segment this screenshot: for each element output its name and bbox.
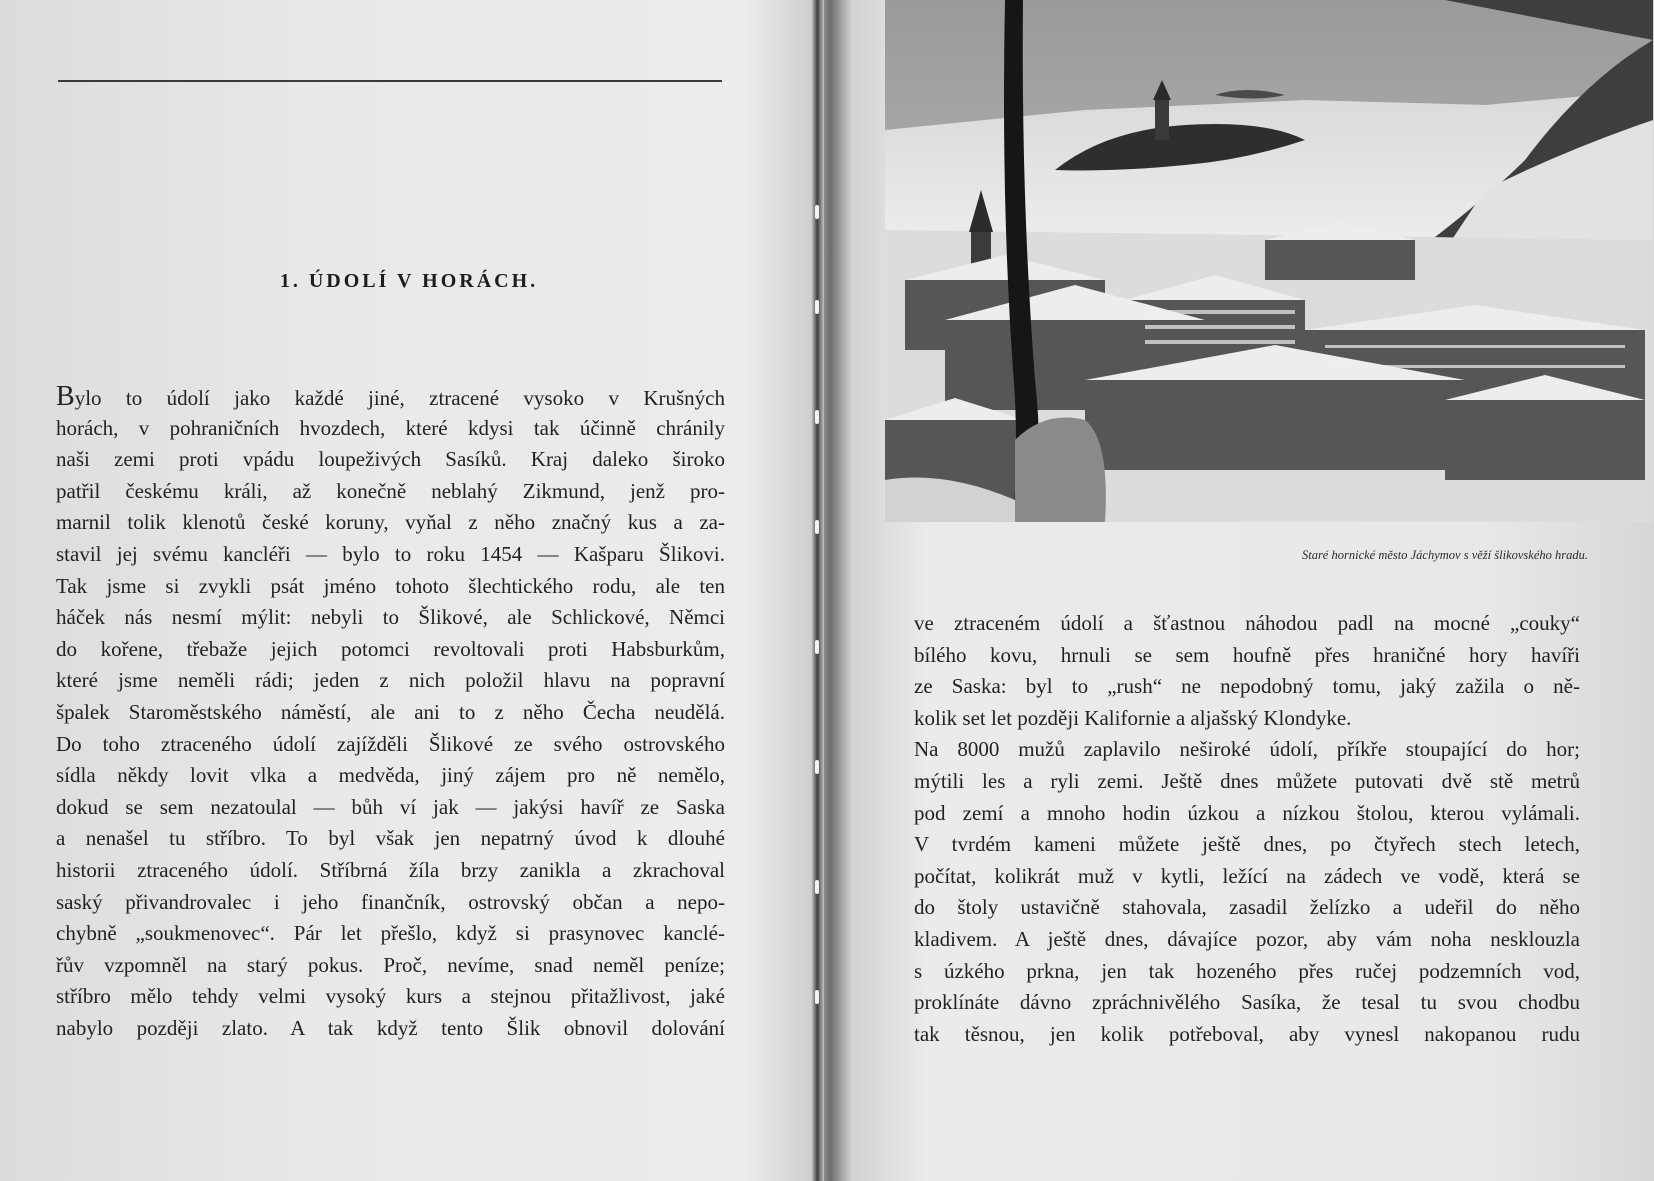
text-line: ze Saska: byl to „rush“ ne nepodobný tomu, jaký zažila o ně- <box>914 674 1580 699</box>
text-line: mýtili les a ryli zemi. Ještě dnes můžete putovati dvě stě metrů <box>914 768 1580 793</box>
header-rule <box>58 80 722 82</box>
text-line: ve ztraceném údolí a šťastnou náhodou padl na mocné „couky“ <box>914 611 1580 635</box>
text-line: s úzkého prkna, jen tak hozeného přes ručej podzemních vod, <box>914 958 1580 983</box>
text-line: do kořene, třebaže jejich potomci revoltovali proti Habsburkům, <box>56 636 725 661</box>
text-line: V tvrdém kameni můžete ještě dnes, po čtyřech stech letech, <box>914 832 1580 857</box>
chapter-title: 1. ÚDOLÍ V HORÁCH. <box>279 270 539 292</box>
text-line <box>56 381 725 413</box>
text-line: Do toho ztraceného údolí zajížděli Šlikové ze svého ostrovského <box>56 731 725 756</box>
text-line: saský přivandrovalec i jeho finančník, ostrovský občan a nepo- <box>56 889 725 914</box>
text-line: pod zemí a mnoho hodin úzkou a nízkou štolou, kterou vylámali. <box>914 800 1580 825</box>
text-line: naši zemi proti vpádu loupeživých Sasíků. Kraj daleko široko <box>56 447 725 472</box>
text-line: kladivem. A ještě dnes, dávajíce pozor, aby vám noha nesklouzla <box>914 926 1580 951</box>
text-line: Tak jsme si zvykli psát jméno tohoto šlechtického rodu, ale ten <box>56 573 725 598</box>
text-line: které jsme neměli rádi; jeden z nich položil hlavu na popravní <box>56 668 725 693</box>
left-page <box>0 0 818 1181</box>
text-line: kolik set let později Kalifornie a aljašský Klondyke. <box>914 705 1352 730</box>
winter-town-image <box>885 0 1653 522</box>
text-line: řův vzpomněl na starý pokus. Proč, nevíme, snad neměl peníze; <box>56 952 725 977</box>
text-line: horách, v pohraničních hvozdech, které kdysi tak účinně chránily <box>56 415 725 440</box>
text-line: špalek Staroměstského náměstí, ale ani to z něho Čecha neudělá. <box>56 699 725 724</box>
text-line: proklínáte dávno zpráchnivělého Sasíka, že tesal tu svou chodbu <box>914 990 1580 1015</box>
text-line: háček nás nesmí mýlit: nebyli to Šlikové, ale Schlickové, Němci <box>56 605 725 630</box>
text-line: stavil jej svému kancléři — bylo to roku 1454 — Kašparu Šlikovi. <box>56 541 725 566</box>
text-line: tak těsnou, jen kolik potřeboval, aby vynesl nakopanou rudu <box>914 1021 1580 1046</box>
text-line: marnil tolik klenotů české koruny, vyňal z něho značný kus a za- <box>56 510 725 535</box>
town-photograph <box>885 0 1653 522</box>
drop-cap: B <box>56 381 75 412</box>
text-line: do štoly ustavičně stahovala, zasadil želízko a udeřil do něho <box>914 895 1580 920</box>
text-line: stříbro mělo tehdy velmi vysoký kurs a stejnou přitažlivost, jaké <box>56 984 725 1009</box>
text-line: patřil českému králi, až konečně neblahý Zikmund, jenž pro- <box>56 478 725 503</box>
text-line: chybně „soukmenovec“. Pár let přešlo, když si prasynovec kanclé- <box>56 921 725 946</box>
photo-caption: Staré hornické město Jáchymov s věží šlikovského hradu. <box>1301 548 1588 562</box>
left-body-text <box>56 381 725 1044</box>
text-line: bílého kovu, hrnuli se sem houfně přes hraničné hory havíři <box>914 642 1580 667</box>
text-line: Na 8000 mužů zaplavilo neširoké údolí, příkře stoupající do hor; <box>914 737 1580 762</box>
text-line-content: ylo to údolí jako každé jiné, ztracené vysoko v Krušných <box>74 386 725 410</box>
text-line: nabylo později zlato. A tak když tento Šlik obnovil dolování <box>56 1015 725 1040</box>
text-line: a nenašel tu stříbro. To byl však jen nepatrný úvod k dlouhé <box>56 826 725 851</box>
text-line: sídla někdy lovit vlka a medvěda, jiný zájem pro ně nemělo, <box>56 763 725 788</box>
text-line: historii ztraceného údolí. Stříbrná žíla brzy zanikla a zkrachoval <box>56 857 725 882</box>
right-body-text <box>914 608 1580 1050</box>
text-line: dokud se sem nezatoulal — bůh ví jak — jakýsi havíř ze Saska <box>56 794 725 819</box>
text-line: počítat, kolikrát muž v kytli, ležící na zádech ve vodě, která se <box>914 863 1580 888</box>
